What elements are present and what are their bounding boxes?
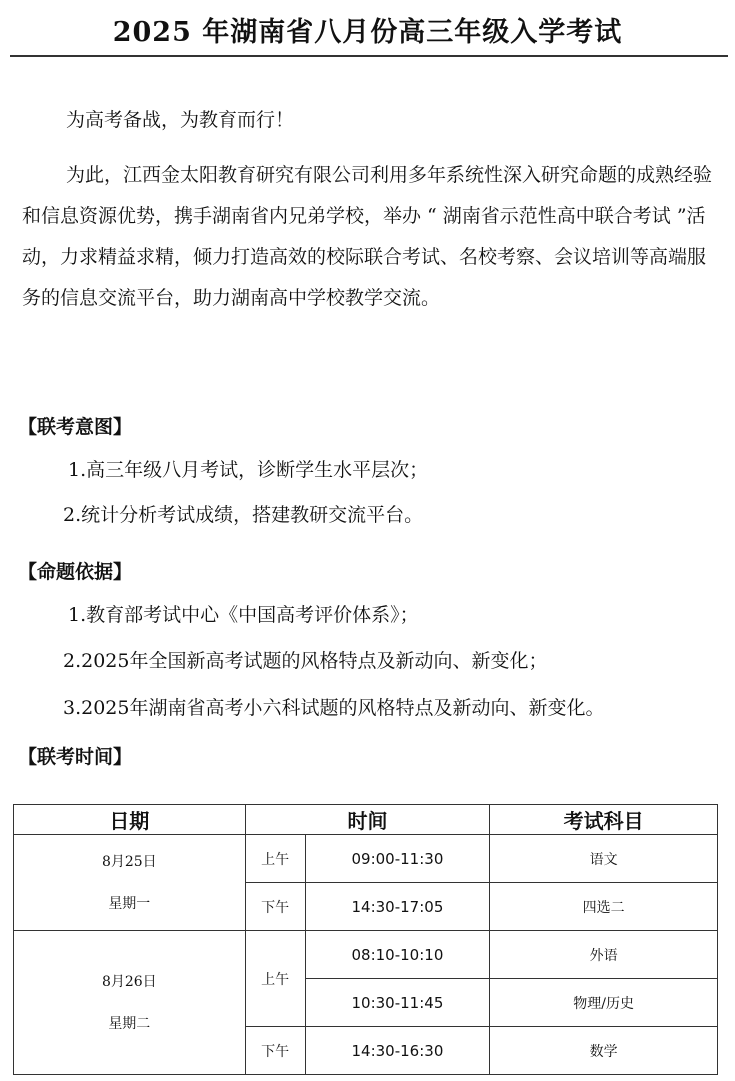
document-title: 2025 年湖南省八月份高三年级入学考试 [112,17,623,48]
time-heading: 【联考时间】 [18,746,133,768]
date-cell [14,835,246,931]
header-date: 日期 [14,805,246,835]
header-subject: 考试科目 [490,805,718,835]
period-cell: 上午 [245,835,305,883]
table-row [14,931,718,979]
basis-item: 2.2025年全国新高考试题的风格特点及新动向、新变化； [63,650,548,672]
table-row [14,835,718,883]
time-cell: 14:30-16:30 [305,1027,490,1075]
basis-item: 3.2025年湖南省高考小六科试题的风格特点及新动向、新变化。 [63,697,605,719]
intent-item: 2.统计分析考试成绩，搭建教研交流平台。 [63,504,424,526]
period-cell: 上午 [245,931,305,1027]
basis-heading: 【命题依据】 [18,561,133,583]
basis-item: 1.教育部考试中心《中国高考评价体系》； [68,604,419,626]
date-label: 8月25日 [101,853,157,870]
time-cell: 10:30-11:45 [305,979,490,1027]
subject-cell: 四选二 [490,883,718,931]
slogan-paragraph: 为高考备战，为教育而行！ [66,109,295,131]
header-time: 时间 [245,805,490,835]
exam-schedule-table [13,804,718,1075]
title-divider [10,55,728,57]
subject-cell: 物理/历史 [490,979,718,1027]
weekday-label: 星期二 [108,1015,151,1032]
time-cell: 14:30-17:05 [305,883,490,931]
weekday-label: 星期一 [108,895,151,912]
date-label: 8月26日 [101,973,157,990]
intent-item: 1.高三年级八月考试，诊断学生水平层次； [68,459,429,481]
table-header-row [14,805,718,835]
subject-cell: 数学 [490,1027,718,1075]
date-cell [14,931,246,1075]
time-cell: 09:00-11:30 [305,835,490,883]
period-cell: 下午 [245,1027,305,1075]
intro-paragraph: 为此，江西金太阳教育研究有限公司利用多年系统性深入研究命题的成熟经验和信息资源优势，携手湖南省内兄弟学校，举办 “ 湖南省示范性高中联合考试 ”活动，力求精益求精，倾力打造高效的校际联合考试、名校考察、会议培训等高端服务的信息交流平台，助力湖南高中学校教学交流。 [22,164,713,309]
subject-cell: 语文 [490,835,718,883]
time-cell: 08:10-10:10 [305,931,490,979]
subject-cell: 外语 [490,931,718,979]
period-cell: 下午 [245,883,305,931]
intent-heading: 【联考意图】 [18,416,133,438]
